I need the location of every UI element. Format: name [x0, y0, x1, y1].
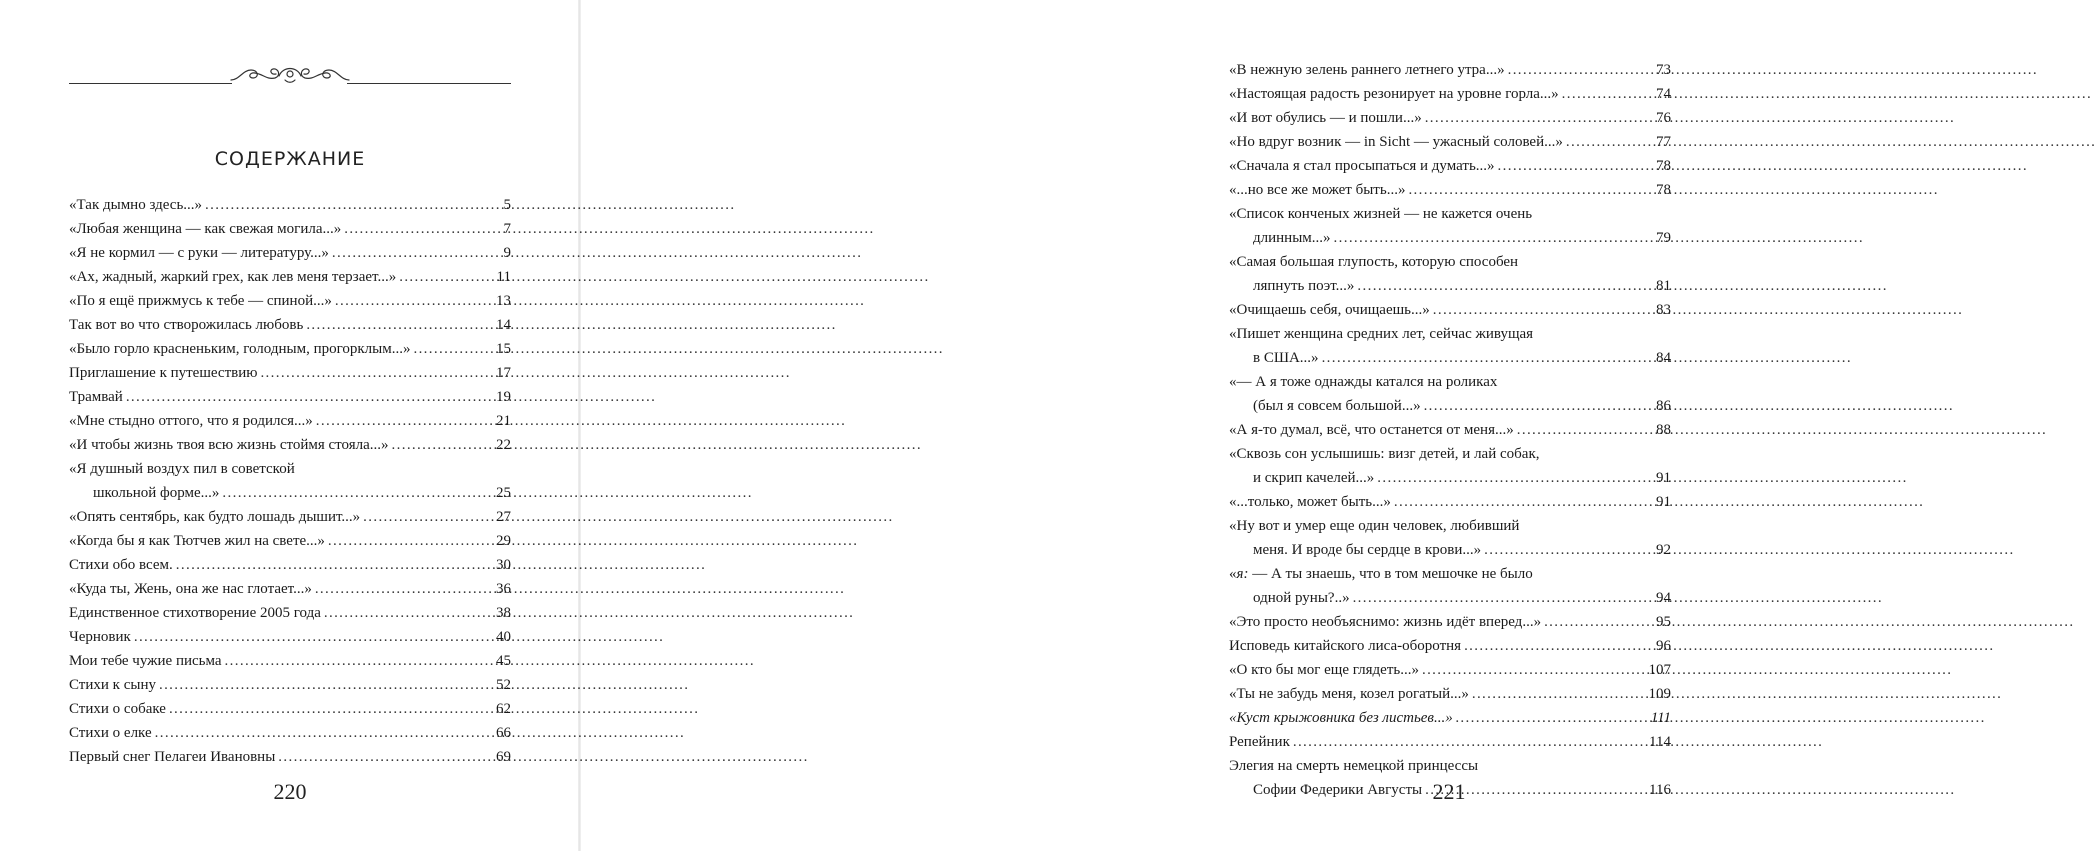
toc-entry-title: в США...»	[1253, 350, 1319, 366]
toc-entry-page: 7	[503, 221, 511, 237]
dot-leader	[324, 601, 493, 625]
toc-entry-page: 77	[1656, 134, 1671, 150]
toc-entry-line	[69, 553, 511, 577]
toc-entry	[1229, 658, 1671, 682]
dot-leader	[328, 529, 493, 553]
toc-entry-line	[69, 625, 511, 649]
dot-leader	[1484, 538, 1653, 562]
dot-leader	[1498, 154, 1653, 178]
toc-entry	[1229, 250, 1671, 298]
dot-leader	[344, 217, 500, 241]
toc-entry-title: Приглашение к путешествию	[69, 365, 258, 381]
toc-entry-line	[1229, 634, 1671, 658]
toc-entry-title: Стихи обо всем.	[69, 557, 173, 573]
toc-entry-title: Стихи к сыну	[69, 677, 156, 693]
toc-entry	[69, 193, 511, 217]
toc-entry-title: «Куст крыжовника без листьев...»	[1229, 710, 1453, 726]
dot-leader	[260, 361, 493, 385]
toc-entry-page: 25	[496, 485, 511, 501]
dot-leader	[1464, 634, 1653, 658]
toc-entry	[69, 265, 511, 289]
page-number-right: 221	[1432, 779, 1466, 804]
dot-leader	[1562, 82, 1653, 106]
toc-entry-line	[1229, 706, 1671, 730]
toc-entry-title: «Пишет женщина средних лет, сейчас живущая	[1229, 326, 1534, 342]
toc-entry	[1229, 562, 1671, 610]
toc-entry-title: «По я ещё прижмусь к тебе — спиной...»	[69, 293, 332, 309]
toc-entry-title: Стихи о елке	[69, 725, 152, 741]
toc-entry-line	[69, 697, 511, 721]
right-page	[581, 0, 1671, 851]
toc-entry-line	[69, 217, 511, 241]
dot-leader	[392, 433, 493, 457]
dot-leader	[1322, 346, 1653, 370]
toc-entry-title: «Так дымно здесь...»	[69, 197, 203, 213]
toc-entry-title: одной руны?..»	[1253, 590, 1350, 606]
toc-entry-title: «Любая женщина — как свежая могила...»	[69, 221, 342, 237]
toc-entry-page: 13	[496, 293, 511, 309]
toc-entry-line	[69, 481, 511, 505]
toc-entry-title: «Я не кормил — с руки — литературу...»	[69, 245, 329, 261]
toc-entry-title: «...но все же может быть...»	[1229, 182, 1406, 198]
toc-entry-page: 91	[1656, 494, 1671, 510]
dot-leader	[1293, 730, 1646, 754]
toc-entry-line	[69, 385, 511, 409]
toc-entry	[1229, 322, 1671, 370]
dot-leader	[169, 697, 493, 721]
toc-entry	[1229, 490, 1671, 514]
toc-list-left	[69, 193, 511, 769]
toc-entry-line	[69, 721, 511, 745]
toc-entry-page: 27	[496, 509, 511, 525]
toc-entry-title: меня. И вроде бы сердце в крови...»	[1253, 542, 1482, 558]
toc-entry-title: «Опять сентябрь, как будто лошадь дышит...»	[69, 509, 361, 525]
dot-leader	[1566, 130, 1653, 154]
toc-entry-line	[1229, 202, 1671, 226]
toc-entry	[1229, 106, 1671, 130]
toc-entry-line	[69, 745, 511, 769]
toc-entry-line	[1229, 730, 1671, 754]
toc-entry-page: 78	[1656, 182, 1671, 198]
toc-entry-line	[69, 649, 511, 673]
toc-entry-title: «А я-то думал, всё, что останется от меня...»	[1229, 422, 1514, 438]
toc-entry-line	[69, 265, 511, 289]
toc-entry-line	[69, 601, 511, 625]
toc-entry	[69, 433, 511, 457]
toc-entry	[1229, 514, 1671, 562]
toc-entry-title: «Очищаешь себя, очищаешь...»	[1229, 302, 1430, 318]
toc-entry-line	[69, 457, 511, 481]
toc-entry-title: Софии Федерики Августы	[1253, 782, 1423, 798]
dot-leader	[316, 409, 493, 433]
toc-entry-line	[69, 241, 511, 265]
toc-entry	[1229, 634, 1671, 658]
toc-entry-title: ляпнуть поэт...»	[1253, 278, 1355, 294]
toc-entry	[69, 409, 511, 433]
toc-entry-title: «Ах, жадный, жаркий грех, как лев меня терзает...»	[69, 269, 397, 285]
toc-entry-page: 96	[1656, 638, 1671, 654]
toc-entry	[1229, 178, 1671, 202]
toc-entry	[69, 649, 511, 673]
toc-entry-line	[1229, 130, 1671, 154]
toc-entry-page: 86	[1656, 398, 1671, 414]
toc-entry-title: Исповедь китайского лиса-оборотня	[1229, 638, 1462, 654]
toc-entry	[1229, 130, 1671, 154]
toc-entry	[69, 289, 511, 313]
toc-entry-page: 11	[496, 269, 511, 285]
dot-leader	[1544, 610, 1653, 634]
toc-entry-page: 109	[1648, 686, 1671, 702]
toc-entry-line	[1229, 226, 1671, 250]
dot-leader	[1508, 58, 1653, 82]
toc-entry	[1229, 610, 1671, 634]
toc-entry-page: 45	[496, 653, 511, 669]
toc-entry-page: 95	[1656, 614, 1671, 630]
dot-leader	[1334, 226, 1653, 250]
toc-entry-title: Единственное стихотворение 2005 года	[69, 605, 321, 621]
toc-entry-line	[69, 337, 511, 361]
toc-entry-page: 92	[1656, 542, 1671, 558]
ornament-rule-left	[69, 83, 232, 84]
dot-leader	[1422, 658, 1646, 682]
toc-entry-title: Мои тебе чужие письма	[69, 653, 222, 669]
toc-entry-page: 14	[496, 317, 511, 333]
toc-entry-page: 19	[496, 389, 511, 405]
dot-leader	[315, 577, 493, 601]
toc-entry-line	[1229, 106, 1671, 130]
dot-leader	[1408, 178, 1653, 202]
toc-entry-line	[1229, 394, 1671, 418]
toc-entry	[69, 505, 511, 529]
toc-entry-line	[69, 313, 511, 337]
toc-entry-page: 74	[1656, 86, 1671, 102]
toc-entry-line	[1229, 466, 1671, 490]
dot-leader	[1394, 490, 1653, 514]
toc-entry-title: «— А я тоже однажды катался на роликах	[1229, 374, 1498, 390]
toc-entry-page: 107	[1648, 662, 1671, 678]
toc-entry-title: «Когда бы я как Тютчев жил на свете...»	[69, 533, 325, 549]
toc-entry-line	[69, 193, 511, 217]
dot-leader	[134, 625, 493, 649]
toc-entry-page: 36	[496, 581, 511, 597]
toc-entry-line	[1229, 178, 1671, 202]
toc-entry	[1229, 298, 1671, 322]
ornament-rule-right	[347, 83, 511, 84]
toc-entry	[1229, 442, 1671, 490]
toc-entry	[69, 385, 511, 409]
toc-entry-title: «Сквозь сон услышишь: визг детей, и лай собак,	[1229, 446, 1540, 462]
toc-entry-title: «Список конченых жизней — не кажется очень	[1229, 206, 1533, 222]
toc-entry-line	[1229, 562, 1671, 586]
toc-entry-line	[69, 409, 511, 433]
dot-leader	[278, 745, 493, 769]
toc-entry-title: Стихи о собаке	[69, 701, 166, 717]
toc-entry	[69, 313, 511, 337]
italic-speaker-label: я:	[1236, 566, 1249, 582]
toc-entry-line	[1229, 538, 1671, 562]
toc-entry	[69, 241, 511, 265]
left-page	[0, 0, 578, 851]
toc-entry-line	[1229, 370, 1671, 394]
toc-entry-line	[1229, 274, 1671, 298]
toc-entry-title: «В нежную зелень раннего летнего утра...»	[1229, 62, 1505, 78]
toc-entry-page: 79	[1656, 230, 1671, 246]
toc-entry-page: 17	[496, 365, 511, 381]
toc-entry-line	[1229, 82, 1671, 106]
dot-leader	[1377, 466, 1653, 490]
toc-entry	[69, 361, 511, 385]
dot-leader	[222, 481, 493, 505]
toc-entry-title: «И чтобы жизнь твоя всю жизнь стоймя стояла...»	[69, 437, 389, 453]
toc-entry-page: 30	[496, 557, 511, 573]
toc-entry	[1229, 82, 1671, 106]
toc-entry-page: 21	[496, 413, 511, 429]
toc-entry-title: Репейник	[1229, 734, 1290, 750]
dot-leader	[1517, 418, 1653, 442]
toc-entry-page: 69	[496, 749, 511, 765]
dot-leader	[159, 673, 493, 697]
toc-entry-page: 114	[1649, 734, 1671, 750]
toc-entry	[69, 601, 511, 625]
toc-entry	[69, 553, 511, 577]
toc-entry-line	[1229, 754, 1671, 778]
toc-entry-page: 5	[503, 197, 511, 213]
toc-entry-line	[1229, 514, 1671, 538]
dot-leader	[176, 553, 493, 577]
dot-leader	[225, 649, 493, 673]
contents-heading: СОДЕРЖАНИЕ	[214, 148, 366, 170]
toc-entry-line	[1229, 658, 1671, 682]
toc-entry	[69, 697, 511, 721]
toc-entry-title: «Настоящая радость резонирует на уровне горла...»	[1229, 86, 1559, 102]
toc-entry-line	[69, 433, 511, 457]
toc-entry-title: «Но вдруг возник — in Sicht — ужасный соловей...»	[1229, 134, 1563, 150]
toc-entry	[1229, 730, 1671, 754]
toc-entry-title: длинным...»	[1253, 230, 1331, 246]
toc-entry-line	[69, 289, 511, 313]
dot-leader	[332, 241, 501, 265]
toc-entry-title: «Мне стыдно оттого, что я родился...»	[69, 413, 313, 429]
header-ornament	[69, 58, 511, 92]
toc-entry	[69, 745, 511, 769]
toc-entry-page: 83	[1656, 302, 1671, 318]
toc-entry-page: 84	[1656, 350, 1671, 366]
toc-entry-page: 15	[496, 341, 511, 357]
toc-entry	[1229, 202, 1671, 250]
toc-entry-line	[1229, 490, 1671, 514]
toc-entry	[1229, 154, 1671, 178]
toc-entry-title: «О кто бы мог еще глядеть...»	[1229, 662, 1419, 678]
toc-entry-page: 38	[496, 605, 511, 621]
toc-entry-line	[1229, 586, 1671, 610]
dot-leader	[1472, 682, 1646, 706]
toc-entry-page: 81	[1656, 278, 1671, 294]
toc-entry-line	[1229, 610, 1671, 634]
toc-list-right	[1229, 58, 1671, 802]
toc-entry-page: 91	[1656, 470, 1671, 486]
toc-entry-line	[1229, 682, 1671, 706]
dot-leader	[306, 313, 493, 337]
dot-leader	[126, 385, 493, 409]
toc-entry-page: 111	[1650, 710, 1671, 726]
toc-entry	[1229, 370, 1671, 418]
toc-entry-page: 73	[1656, 62, 1671, 78]
dot-leader	[1424, 394, 1653, 418]
toc-entry-title: «Ты не забудь меня, козел рогатый...»	[1229, 686, 1469, 702]
toc-entry-title: (был я совсем большой...»	[1253, 398, 1421, 414]
dot-leader	[363, 505, 493, 529]
toc-entry-line	[1229, 442, 1671, 466]
dot-leader	[335, 289, 493, 313]
toc-entry-page: 116	[1649, 782, 1671, 798]
dot-leader	[1456, 706, 1648, 730]
dot-leader	[413, 337, 493, 361]
toc-entry-line	[1229, 250, 1671, 274]
toc-entry-page: 52	[496, 677, 511, 693]
toc-entry-line	[1229, 154, 1671, 178]
toc-entry	[69, 217, 511, 241]
toc-entry-page: 88	[1656, 422, 1671, 438]
toc-entry	[69, 337, 511, 361]
toc-entry-title: Черновик	[69, 629, 131, 645]
page-number-left: 220	[273, 779, 307, 804]
dot-leader	[1353, 586, 1653, 610]
toc-entry	[1229, 682, 1671, 706]
toc-entry-title: «Ну вот и умер еще один человек, любивший	[1229, 518, 1520, 534]
toc-entry-title: «Это просто необъяснимо: жизнь идёт вперед...»	[1229, 614, 1542, 630]
toc-entry-title: «я: — А ты знаешь, что в том мешочке не было	[1229, 566, 1533, 582]
toc-entry-line	[69, 529, 511, 553]
toc-entry-line	[69, 577, 511, 601]
toc-entry	[1229, 706, 1671, 730]
flourish-ornament-icon	[229, 60, 351, 86]
toc-entry-title: Первый снег Пелагеи Ивановны	[69, 749, 276, 765]
toc-entry-title: «...только, может быть...»	[1229, 494, 1391, 510]
toc-entry	[69, 529, 511, 553]
toc-entry-line	[1229, 298, 1671, 322]
toc-entry	[1229, 418, 1671, 442]
toc-entry-page: 76	[1656, 110, 1671, 126]
dot-leader	[155, 721, 493, 745]
toc-entry-title: «Самая большая глупость, которую способен	[1229, 254, 1519, 270]
toc-entry-title: «И вот обулись — и пошли...»	[1229, 110, 1422, 126]
toc-entry	[69, 721, 511, 745]
toc-entry	[69, 457, 511, 505]
toc-entry-line	[1229, 418, 1671, 442]
toc-entry-title: «Куда ты, Жень, она же нас глотает...»	[69, 581, 312, 597]
toc-entry-title: и скрип качелей...»	[1253, 470, 1375, 486]
dot-leader	[1357, 274, 1653, 298]
toc-entry-page: 66	[496, 725, 511, 741]
toc-entry-page: 62	[496, 701, 511, 717]
toc-entry-title: «Я душный воздух пил в советской	[69, 461, 295, 477]
toc-entry-page: 94	[1656, 590, 1671, 606]
toc-entry-page: 9	[503, 245, 511, 261]
dot-leader	[205, 193, 500, 217]
toc-entry-line	[1229, 58, 1671, 82]
toc-entry-line	[69, 673, 511, 697]
toc-entry-page: 22	[496, 437, 511, 453]
toc-entry-title: «Было горло красненьким, голодным, прогорклым...»	[69, 341, 411, 357]
toc-entry	[69, 625, 511, 649]
toc-entry-line	[1229, 346, 1671, 370]
toc-entry-title: «Сначала я стал просыпаться и думать...»	[1229, 158, 1495, 174]
toc-entry	[69, 577, 511, 601]
toc-entry-page: 29	[496, 533, 511, 549]
toc-entry-title: школьной форме...»	[93, 485, 220, 501]
dot-leader	[1433, 298, 1653, 322]
toc-entry-page: 40	[496, 629, 511, 645]
toc-entry-title: Так вот во что створожилась любовь	[69, 317, 304, 333]
dot-leader	[1425, 106, 1653, 130]
toc-entry-line	[69, 361, 511, 385]
dot-leader	[399, 265, 493, 289]
toc-entry-line	[1229, 322, 1671, 346]
toc-entry-line	[69, 505, 511, 529]
toc-entry	[69, 673, 511, 697]
toc-entry-title: Элегия на смерть немецкой принцессы	[1229, 758, 1479, 774]
toc-entry	[1229, 58, 1671, 82]
toc-entry-title: Трамвай	[69, 389, 123, 405]
toc-entry-page: 78	[1656, 158, 1671, 174]
